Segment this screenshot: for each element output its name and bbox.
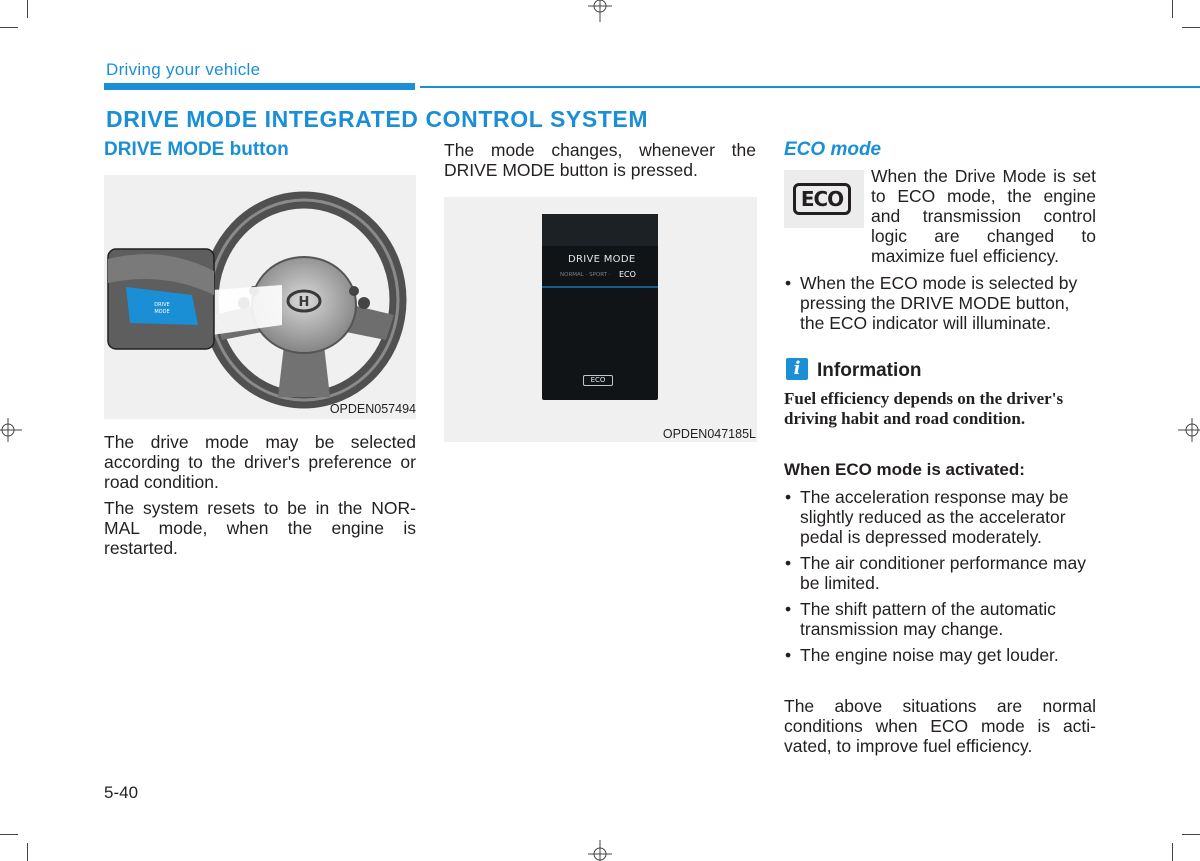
inset-button-label-2: MODE (154, 309, 170, 315)
info-icon: i (786, 358, 808, 380)
crop-mark (1172, 0, 1173, 18)
page-title: DRIVE MODE INTEGRATED CONTROL SYSTEM (106, 106, 649, 132)
svg-text:H: H (298, 295, 310, 310)
registration-mark-right (1178, 418, 1200, 442)
eco-indicator: ECO (583, 375, 613, 386)
registration-mark-top (588, 0, 612, 22)
list-item: • The acceleration response may be slightly reduced as the accelerator pedal is depressed moderately. (784, 487, 1096, 547)
cluster-display-figure (444, 197, 757, 442)
list-item: • The engine noise may get louder. (784, 645, 1096, 665)
eco-activated-heading: When ECO mode is activated: (784, 460, 1025, 479)
list-item: • The shift pattern of the automatic transmission may change. (784, 599, 1096, 639)
crop-mark (1182, 834, 1200, 835)
cluster-title: DRIVE MODE (568, 254, 636, 265)
crop-mark (1182, 27, 1200, 28)
crop-mark (27, 0, 28, 18)
eco-icon: ECO (793, 183, 851, 215)
paragraph-mode-changes: The mode changes, whenever the DRIVE MODE button is pressed. (444, 140, 756, 180)
information-text: Fuel efficiency depends on the driver's driving habit and road condition. (784, 389, 1064, 428)
eco-symbol (784, 170, 864, 228)
eco-activated-bullets (784, 487, 1096, 665)
steering-wheel-figure (104, 175, 416, 419)
crop-mark (1172, 843, 1173, 861)
section-title: Driving your vehicle (106, 60, 261, 79)
eco-bullets (784, 273, 1096, 333)
header-bar (104, 83, 415, 90)
inset-button-label-1: DRIVE (154, 302, 170, 308)
paragraph-system-reset: The system resets to be in the NOR-MAL mode, when the engine is restarted. (104, 498, 416, 558)
information-title: Information (817, 360, 922, 381)
registration-mark-left (0, 418, 22, 442)
registration-mark-bottom (588, 840, 612, 861)
eco-mode-intro: When the Drive Mode is set to ECO mode, the engine and transmission control logic are changed to maximize fuel efficiency. (871, 166, 1096, 266)
figure-caption-1: OPDEN057494 (329, 402, 416, 416)
paragraph-drive-mode-select: The drive mode may be selected according to the driver's preference or road condition. (104, 432, 416, 492)
list-item: • When the ECO mode is selected by pressing the DRIVE MODE button, the ECO indicator will illuminate. (784, 273, 1096, 333)
crop-mark (0, 27, 18, 28)
closing-paragraph: The above situations are normal conditions when ECO mode is acti-vated, to improve fuel efficiency. (784, 696, 1096, 756)
eco-mode-heading: ECO mode (784, 139, 882, 160)
figure-caption-2: OPDEN047185L (662, 427, 756, 441)
drive-mode-button-heading: DRIVE MODE button (104, 139, 289, 160)
crop-mark (0, 834, 18, 835)
crop-mark (27, 843, 28, 861)
cluster-modes-inactive: NORMAL · SPORT · (560, 272, 611, 278)
list-item: • The air conditioner performance may be limited. (784, 553, 1096, 593)
cluster-mode-active: ECO (619, 270, 636, 279)
page-number: 5-40 (104, 783, 139, 802)
cluster-screen (542, 214, 658, 400)
header-rule (420, 86, 1200, 88)
